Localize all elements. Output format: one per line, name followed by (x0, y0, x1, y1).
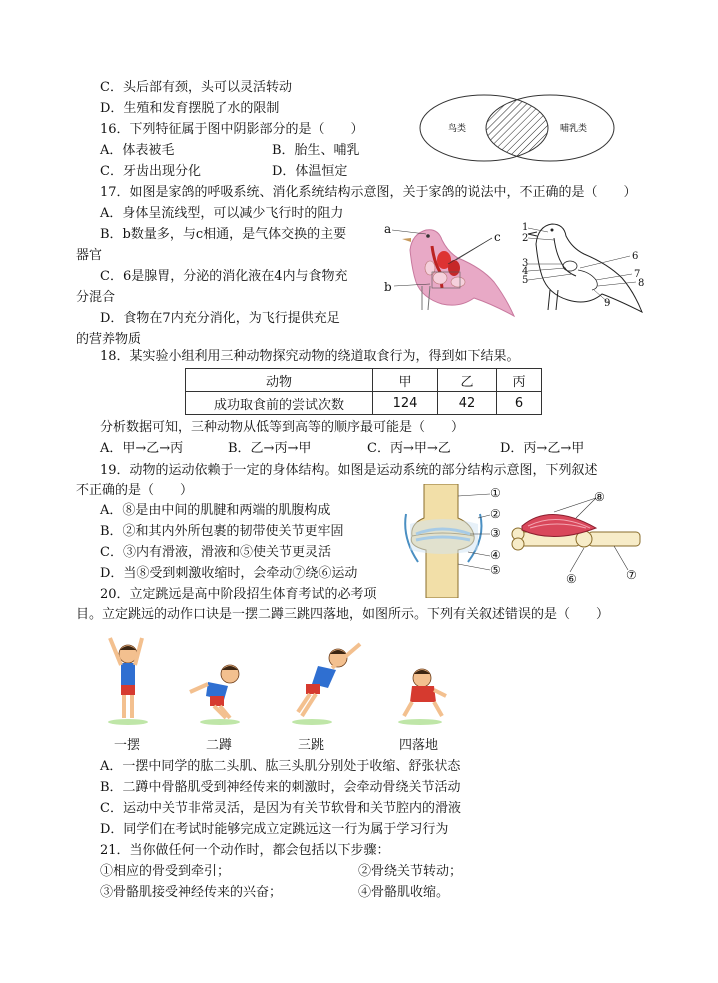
q21-step-4: ④骨骼肌收缩。 (358, 885, 450, 900)
jump-caption-swing: 一摆 (114, 738, 141, 753)
q20-stem-line2: 目。立定跳远的动作口诀是一摆二蹲三跳四落地，如图所示。下列有关叙述错误的是（ ） (76, 607, 610, 622)
q21-step-2: ②骨绕关节转动； (358, 864, 463, 879)
table-header-cell: 丙 (497, 369, 542, 392)
q19-option-d: D．当⑧受到刺激收缩时，会牵动⑦绕⑥运动 (100, 566, 358, 581)
table-header-row (186, 369, 542, 392)
muscle-label-6: ⑥ (566, 572, 577, 586)
pigeon-label-5: 5 (522, 275, 529, 286)
q16-option-a: A．体表被毛 (100, 143, 175, 158)
q16-option-d: D．体温恒定 (272, 164, 348, 179)
q20-option-c: C．运动中关节非常灵活，是因为有关节软骨和关节腔内的滑液 (100, 801, 461, 816)
pigeon-label-9: 9 (604, 298, 611, 309)
q20-stem-line1: 20．立定跳远是高中阶段招生体育考试的必考项 (100, 587, 377, 602)
pigeon-label-2: 2 (522, 233, 529, 244)
q21-stem: 21．当你做任何一个动作时，都会包括以下步骤： (100, 843, 390, 858)
pigeon-anatomy-line-image (518, 218, 648, 318)
muscle-label-8: ⑧ (594, 490, 605, 504)
jump-caption-land: 四落地 (399, 738, 439, 753)
q20-option-d: D．同学们在考试时能够完成立定跳远这一行为属于学习行为 (100, 822, 449, 837)
q17-option-c-line2: 分混合 (76, 290, 116, 305)
q17-option-b-line1: B．b数量多，与c相通，是气体交换的主要 (100, 227, 347, 242)
q15-option-d: D．生殖和发育摆脱了水的限制 (100, 101, 280, 116)
knee-label-4: ④ (490, 548, 501, 562)
q19-option-b: B．②和其内外所包裹的韧带使关节更牢固 (100, 524, 344, 539)
venn-diagram (418, 92, 618, 164)
q16-stem: 16．下列特征属于图中阴影部分的是（ ） (100, 122, 364, 137)
pigeon-label-a: a (384, 222, 392, 236)
q18-stem: 18．某实验小组利用三种动物探究动物的绕道取食行为，得到如下结果。 (100, 349, 520, 364)
q19-stem-line1: 19．动物的运动依赖于一定的身体结构。如图是运动系统的部分结构示意图，下列叙述 (100, 463, 598, 478)
pigeon-label-c: c (494, 230, 501, 244)
knee-label-2: ② (490, 507, 501, 521)
pigeon-label-3: 3 (522, 258, 529, 269)
standing-long-jump-image (90, 630, 490, 730)
q17-option-b-line2: 器官 (76, 248, 103, 263)
pigeon-label-4: 4 (522, 266, 529, 277)
q20-option-b: B．二蹲中骨骼肌受到神经传来的刺激时，会牵动骨绕关节活动 (100, 780, 461, 795)
knee-label-1: ① (490, 486, 501, 500)
q16-option-c: C．牙齿出现分化 (100, 164, 201, 179)
q18-option-a: A．甲→乙→丙 (100, 441, 184, 456)
pigeon-label-b: b (384, 280, 392, 294)
table-header-cell: 动物 (186, 369, 373, 392)
results-table (185, 368, 542, 415)
q17-stem: 17．如图是家鸽的呼吸系统、消化系统结构示意图，关于家鸽的说法中，不正确的是（ ） (100, 185, 637, 200)
table-row (186, 392, 542, 415)
table-header-cell: 乙 (438, 369, 497, 392)
jump-caption-jump: 三跳 (298, 738, 325, 753)
table-cell: 124 (373, 392, 438, 415)
venn-label-mammals: 哺乳类 (560, 124, 588, 134)
table-cell: 6 (497, 392, 542, 415)
q20-option-a: A．一摆中同学的肱二头肌、肱三头肌分别处于收缩、舒张状态 (100, 759, 461, 774)
pigeon-label-6: 6 (632, 251, 639, 262)
jump-caption-squat: 二蹲 (206, 738, 233, 753)
table-header-cell: 甲 (373, 369, 438, 392)
table-cell: 42 (438, 392, 497, 415)
q15-option-c: C．头后部有颈，头可以灵活转动 (100, 80, 292, 95)
q17-option-d-line1: D．食物在7内充分消化，为飞行提供充足 (100, 311, 340, 326)
q19-option-a: A．⑧是由中间的肌腱和两端的肌腹构成 (100, 503, 331, 518)
table-row-label: 成功取食前的尝试次数 (186, 392, 373, 415)
knee-label-5: ⑤ (490, 563, 501, 577)
venn-label-birds: 鸟类 (448, 124, 467, 134)
q19-option-c: C．③内有滑液，滑液和⑤使关节更灵活 (100, 545, 331, 560)
pigeon-anatomy-color-image (382, 212, 517, 322)
q17-option-c-line1: C．6是腺胃，分泌的消化液在4内与食物充 (100, 269, 348, 284)
knee-label-3: ③ (490, 526, 501, 540)
q18-analysis: 分析数据可知，三种动物从低等到高等的顺序最可能是（ ） (100, 420, 465, 435)
muscle-bone-image (510, 490, 646, 578)
q18-option-b: B．乙→丙→甲 (228, 441, 312, 456)
q18-option-d: D．丙→乙→甲 (500, 441, 585, 456)
q21-step-1: ①相应的骨受到牵引； (100, 864, 231, 879)
q19-stem-line2: 不正确的是（ ） (76, 483, 194, 498)
pigeon-label-7: 7 (634, 269, 641, 280)
pigeon-label-8: 8 (638, 278, 645, 289)
pigeon-label-1: 1 (522, 222, 529, 233)
q21-step-3: ③骨骼肌接受神经传来的兴奋； (100, 885, 283, 900)
q17-option-d-line2: 的营养物质 (76, 332, 142, 347)
muscle-label-7: ⑦ (626, 568, 637, 582)
q16-option-b: B．胎生、哺乳 (272, 143, 360, 158)
q18-option-c: C．丙→甲→乙 (367, 441, 451, 456)
knee-joint-image (402, 484, 512, 598)
q17-option-a: A．身体呈流线型，可以减少飞行时的阻力 (100, 206, 344, 221)
